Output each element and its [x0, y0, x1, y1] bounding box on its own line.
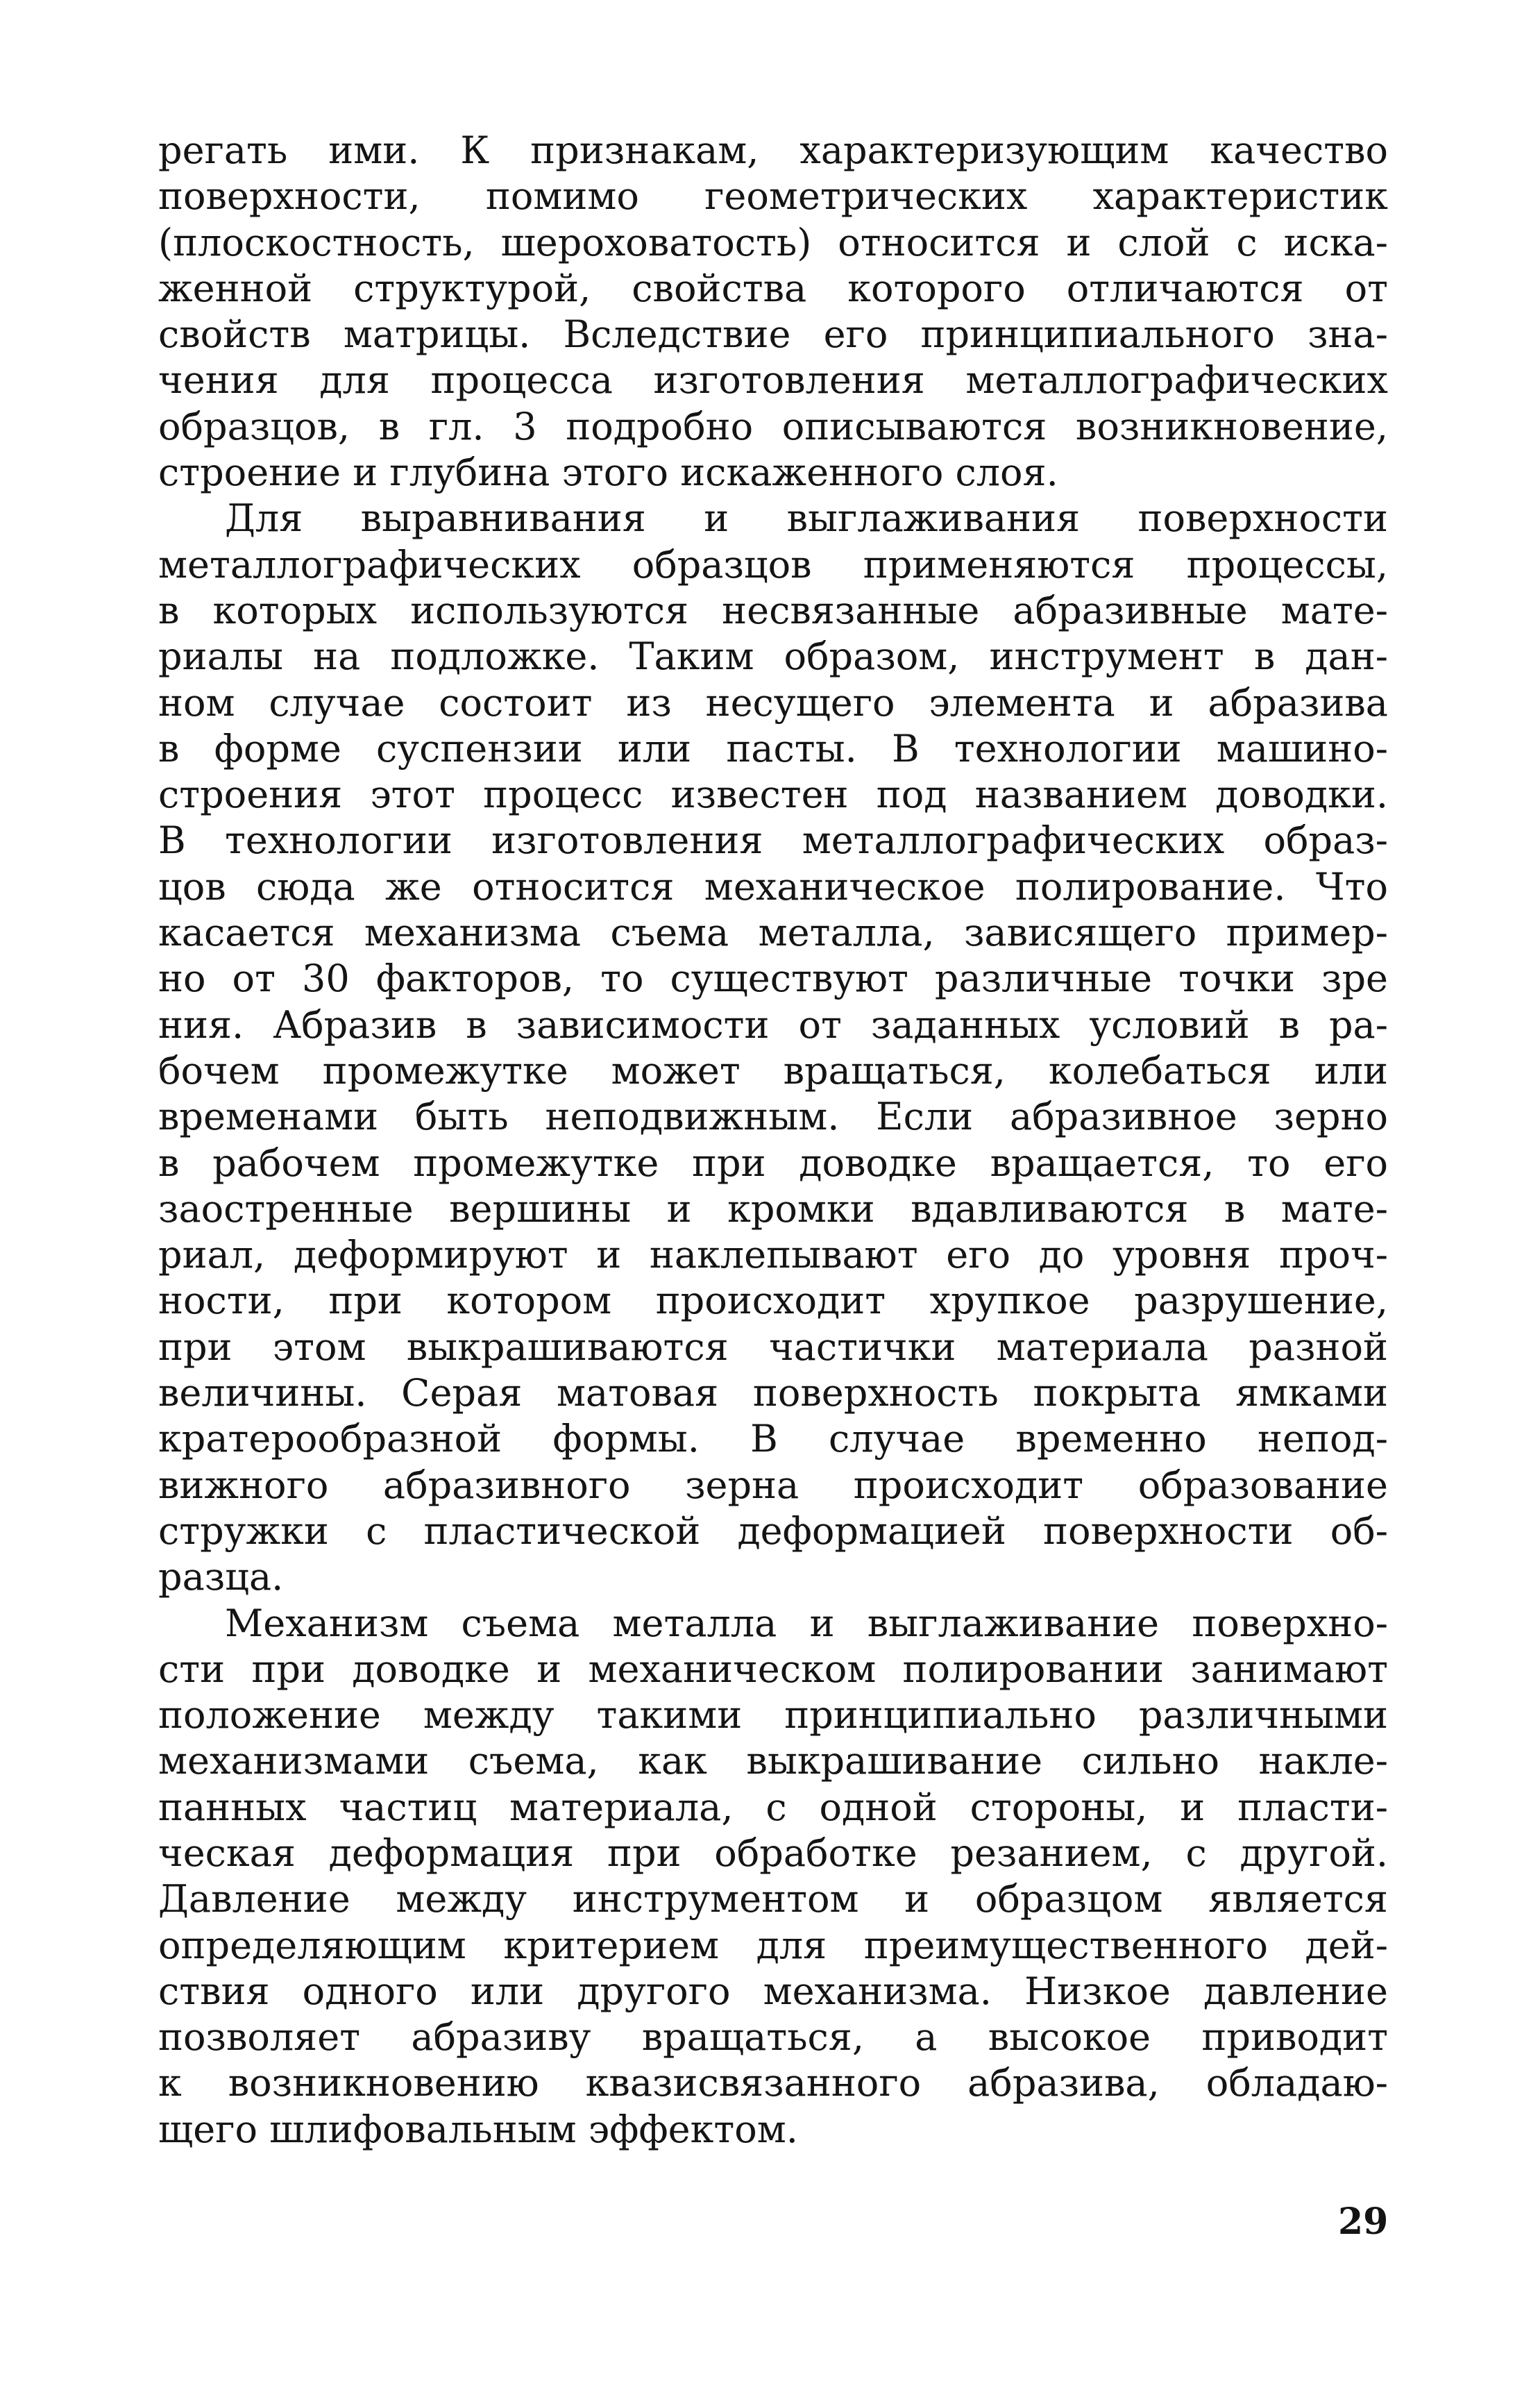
text-line: но от 30 факторов, то существуют различные точки зре — [158, 957, 1388, 1001]
text-line: цов сюда же относится механическое полирование. Что — [158, 864, 1388, 909]
body-text — [158, 128, 1388, 2153]
text-line: чения для процесса изготовления металлографических — [158, 358, 1388, 403]
text-line: образцов, в гл. 3 подробно описываются возникновение, — [158, 404, 1388, 448]
text-line: поверхности, помимо геометрических характеристик — [158, 174, 1388, 219]
text-line: кратерообразной формы. В случае временно непод- — [158, 1417, 1388, 1461]
text-line: в форме суспензии или пасты. В технологии машино- — [158, 726, 1388, 771]
text-line: строения этот процесс известен под названием доводки. — [158, 773, 1388, 817]
text-line: в которых используются несвязанные абразивные мате- — [158, 588, 1388, 632]
text-line: определяющим критерием для преимущественного дей- — [158, 1923, 1388, 1967]
text-line: ческая деформация при обработке резанием, с другой. — [158, 1831, 1388, 1875]
page-number: 29 — [1338, 2201, 1389, 2243]
text-line: женной структурой, свойства которого отличаются от — [158, 266, 1388, 310]
text-line: панных частиц материала, с одной стороны, и пласти- — [158, 1785, 1388, 1829]
text-line: (плоскостность, шероховатость) относится и слой с иска- — [158, 220, 1388, 264]
text-line: заостренные вершины и кромки вдавливаются в мате- — [158, 1186, 1388, 1231]
text-line: строение и глубина этого искаженного слоя. — [158, 451, 1058, 495]
text-line: вижного абразивного зерна происходит образование — [158, 1463, 1388, 1507]
text-line: щего шлифовальным эффектом. — [158, 2107, 798, 2151]
text-line: ния. Абразив в зависимости от заданных условий в ра- — [158, 1002, 1388, 1047]
text-line: регать ими. К признакам, характеризующим качество — [158, 128, 1388, 172]
text-line: положение между такими принципиально различными — [158, 1693, 1388, 1738]
text-line: к возникновению квазисвязанного абразива, обладаю- — [158, 2061, 1388, 2105]
text-line: ствия одного или другого механизма. Низкое давление — [158, 1969, 1388, 2013]
text-line: позволяет абразиву вращаться, а высокое приводит — [158, 2015, 1388, 2060]
text-line: стружки с пластической деформацией поверхности об- — [158, 1508, 1388, 1553]
text-line: в рабочем промежутке при доводке вращается, то его — [158, 1141, 1388, 1185]
text-line: металлографических образцов применяются процессы, — [158, 542, 1388, 587]
text-line: временами быть неподвижным. Если абразивное зерно — [158, 1095, 1388, 1139]
text-line: величины. Серая матовая поверхность покрыта ямками — [158, 1371, 1388, 1415]
text-line: при этом выкрашиваются частички материала разной — [158, 1324, 1388, 1369]
paragraph — [158, 128, 1388, 496]
text-line: Давление между инструментом и образцом является — [158, 1877, 1388, 1921]
text-line: ном случае состоит из несущего элемента и абразива — [158, 680, 1388, 725]
text-line: бочем промежутке может вращаться, колебаться или — [158, 1048, 1388, 1093]
text-line: Механизм съема металла и выглаживание поверхно- — [225, 1601, 1388, 1645]
text-line: касается механизма съема металла, зависящего пример- — [158, 911, 1388, 955]
paragraph — [158, 1601, 1388, 2153]
text-line: Для выравнивания и выглаживания поверхности — [225, 496, 1388, 541]
text-line: механизмами съема, как выкрашивание сильно накле- — [158, 1739, 1388, 1783]
text-line: В технологии изготовления металлографических образ- — [158, 818, 1388, 863]
text-line: свойств матрицы. Вследствие его принципиального зна- — [158, 312, 1388, 357]
text-line: разца. — [158, 1555, 284, 1599]
text-line: ности, при котором происходит хрупкое разрушение, — [158, 1279, 1388, 1323]
paragraph — [158, 496, 1388, 1600]
text-line: риал, деформируют и наклепывают его до уровня проч- — [158, 1233, 1388, 1277]
text-line: сти при доводке и механическом полировании занимают — [158, 1647, 1388, 1691]
text-line: риалы на подложке. Таким образом, инструмент в дан- — [158, 634, 1388, 679]
